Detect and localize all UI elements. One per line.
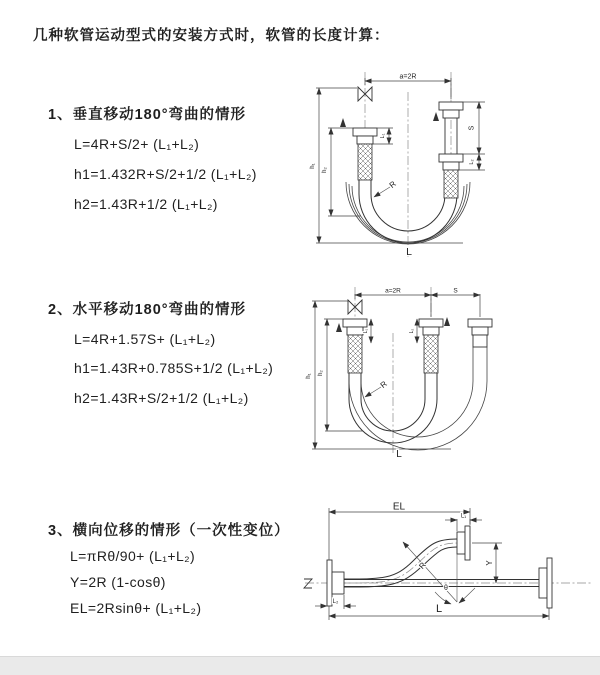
centerlines (365, 72, 451, 257)
dim-label-l: L (396, 449, 402, 460)
dim-label-a2r: a=2R (385, 287, 401, 295)
dim-label-a2r: a=2R (399, 73, 417, 81)
upper-flange (457, 526, 470, 560)
dim-label-y: Y (485, 560, 494, 566)
phantom-pipe-fitting (468, 319, 492, 347)
section-3-formula-EL: EL=2Rsinθ+ (L₁+L₂) (70, 600, 202, 616)
dim-label-h2: h₂ (318, 370, 324, 376)
section-2-formula-h1: h1=1.43R+0.785S+1/2 (L₁+L₂) (74, 360, 274, 376)
dim-label-s: S (468, 125, 476, 131)
dim-label-h1: h₁ (306, 373, 312, 379)
centerlines (355, 287, 431, 453)
diagram-horizontal-180-bend (303, 281, 598, 461)
middle-pipe-fitting (419, 319, 443, 373)
dim-label-r: R (417, 560, 428, 571)
dim-label-theta: θ (444, 585, 448, 592)
movement-arrow-icons (340, 112, 439, 127)
page-title: 几种软管运动型式的安装方式时，软管的长度计算： (33, 28, 390, 44)
dim-label-l2: L₂ (469, 159, 475, 165)
section-2-formula-h2: h2=1.43R+S/2+1/2 (L₁+L₂) (74, 390, 249, 406)
dim-label-l1: L₁ (380, 133, 386, 139)
dim-label-l: L (435, 603, 443, 615)
dim-label-l1: L₁ (363, 328, 369, 334)
diagram-vertical-180-bend (303, 66, 593, 262)
diagram-lateral-displacement (299, 498, 599, 648)
dimensions (315, 502, 549, 621)
section-1-formula-L: L=4R+S/2+ (L₁+L₂) (74, 136, 200, 152)
section-3-formula-Y: Y=2R (1-cosθ) (70, 574, 166, 590)
dim-label-r: R (378, 379, 389, 390)
page-edge-strip (0, 656, 600, 675)
section-2-formula-L: L=4R+1.57S+ (L₁+L₂) (74, 331, 216, 347)
section-3-formula-L: L=πRθ/90+ (L₁+L₂) (70, 548, 196, 564)
right-flange (539, 558, 552, 608)
right-pipe-fitting (439, 102, 463, 198)
dim-label-l2: L₂ (409, 328, 415, 334)
centerline-z-mark (304, 579, 312, 588)
left-pipe-fitting (353, 128, 377, 180)
section-3-heading: 3、横向位移的情形（一次性变位） (48, 523, 290, 539)
dim-label-el: EL (392, 501, 406, 513)
section-1-formula-h1: h1=1.432R+S/2+1/2 (L₁+L₂) (74, 166, 257, 182)
dim-label-r: R (387, 179, 398, 190)
dim-label-l1: L₁ (460, 513, 467, 520)
dim-label-l: L (406, 246, 412, 258)
dim-label-h1: h₁ (310, 163, 316, 169)
section-1-formula-h2: h2=1.43R+1/2 (L₁+L₂) (74, 196, 218, 212)
dim-label-s: S (453, 287, 458, 295)
left-pipe-fitting (343, 319, 367, 373)
section-1-heading: 1、垂直移动180°弯曲的情形 (48, 107, 247, 123)
dim-label-h2: h₂ (322, 167, 328, 173)
hose-phantom-position (349, 347, 487, 450)
dim-label-l2: L₂ (332, 599, 339, 605)
section-2-heading: 2、水平移动180°弯曲的情形 (48, 302, 247, 318)
